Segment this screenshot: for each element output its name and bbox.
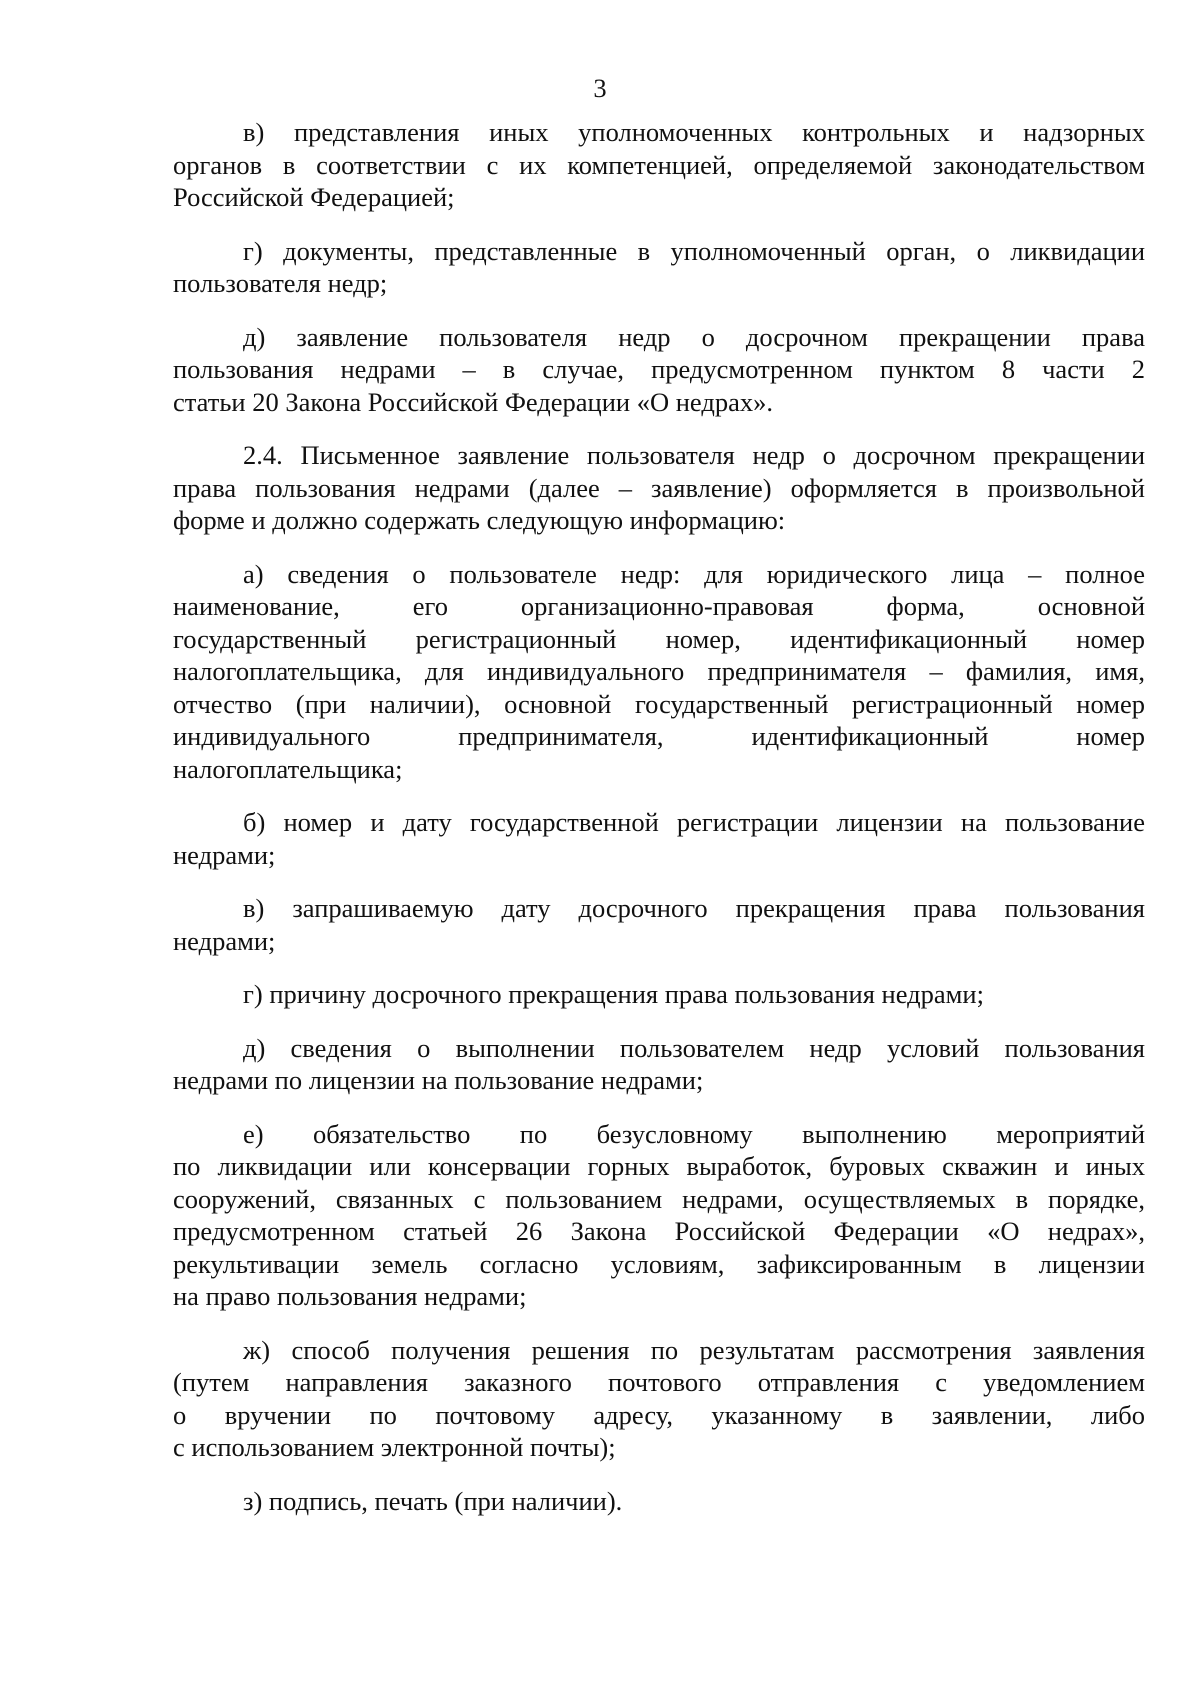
text-line: в) запрашиваемую дату досрочного прекращения права пользования bbox=[243, 893, 1145, 923]
paragraph-z-signature bbox=[173, 1485, 1145, 1518]
text-line: б) номер и дату государственной регистрации лицензии на пользование bbox=[243, 807, 1145, 837]
text-line: государственный регистрационный номер, идентификационный номер bbox=[173, 623, 1145, 654]
paragraph-b-license bbox=[173, 806, 1145, 871]
text-line: налогоплательщика, для индивидуального предпринимателя – фамилия, имя, bbox=[173, 656, 1145, 686]
text-line: рекультивации земель согласно условиям, зафиксированным в лицензии bbox=[173, 1248, 1145, 1279]
text-line: д) сведения о выполнении пользователем недр условий пользования bbox=[243, 1032, 1145, 1063]
text-line: Российской Федерацией; bbox=[173, 182, 455, 212]
text-line: налогоплательщика; bbox=[173, 753, 403, 784]
text-line: предусмотренном статьей 26 Закона Российской Федерации «О недрах», bbox=[173, 1216, 1145, 1246]
text-line: на право пользования недрами; bbox=[173, 1281, 527, 1311]
text-line: права пользования недрами (далее – заявление) оформляется в произвольной bbox=[173, 472, 1145, 503]
text-line: з) подпись, печать (при наличии). bbox=[243, 1485, 623, 1516]
text-line: наименование, его организационно-правовая форма, основной bbox=[173, 591, 1145, 621]
text-line: е) обязательство по безусловному выполнению мероприятий bbox=[243, 1118, 1145, 1149]
text-line: статьи 20 Закона Российской Федерации «О недрах». bbox=[173, 386, 773, 417]
text-line: а) сведения о пользователе недр: для юридического лица – полное bbox=[243, 558, 1145, 589]
page-number: 3 bbox=[593, 73, 607, 103]
paragraph-g-reason bbox=[173, 978, 1145, 1011]
paragraph-v-control bbox=[173, 116, 1145, 214]
text-line: сооружений, связанных с пользованием недрами, осуществляемых в порядке, bbox=[173, 1183, 1145, 1214]
text-line: пользователя недр; bbox=[173, 268, 388, 298]
text-line: пользования недрами – в случае, предусмотренном пунктом 8 части 2 bbox=[173, 354, 1145, 384]
text-line: отчество (при наличии), основной государственный регистрационный номер bbox=[173, 688, 1145, 719]
text-line: недрами; bbox=[173, 839, 276, 870]
paragraph-clause-2-4 bbox=[173, 439, 1145, 537]
text-line: д) заявление пользователя недр о досрочном прекращении права bbox=[243, 321, 1145, 352]
text-line: в) представления иных уполномоченных контрольных и надзорных bbox=[243, 117, 1145, 147]
text-line: г) причину досрочного прекращения права пользования недрами; bbox=[243, 979, 984, 1009]
text-line: 2.4. Письменное заявление пользователя недр о досрочном прекращении bbox=[243, 440, 1145, 470]
text-line: ж) способ получения решения по результатам рассмотрения заявления bbox=[243, 1334, 1145, 1365]
paragraph-d-conditions bbox=[173, 1032, 1145, 1097]
text-line: по ликвидации или консервации горных выработок, буровых скважин и иных bbox=[173, 1151, 1145, 1181]
document-body bbox=[173, 116, 1145, 1538]
text-line: недрами; bbox=[173, 925, 276, 956]
text-line: форме и должно содержать следующую информацию: bbox=[173, 505, 786, 535]
paragraph-zh-method bbox=[173, 1334, 1145, 1464]
paragraph-v-date bbox=[173, 892, 1145, 957]
text-line: о вручении по почтовому адресу, указанному в заявлении, либо bbox=[173, 1399, 1145, 1430]
paragraph-g-liquidation bbox=[173, 235, 1145, 300]
text-line: с использованием электронной почты); bbox=[173, 1432, 616, 1462]
paragraph-a-user-info bbox=[173, 558, 1145, 786]
text-line: органов в соответствии с их компетенцией, определяемой законодательством bbox=[173, 149, 1145, 180]
text-line: недрами по лицензии на пользование недрами; bbox=[173, 1065, 704, 1095]
paragraph-d-statement bbox=[173, 321, 1145, 419]
text-line: (путем направления заказного почтового отправления с уведомлением bbox=[173, 1367, 1145, 1397]
text-line: индивидуального предпринимателя, идентификационный номер bbox=[173, 721, 1145, 751]
text-line: г) документы, представленные в уполномоченный орган, о ликвидации bbox=[243, 235, 1145, 266]
paragraph-e-obligation bbox=[173, 1118, 1145, 1313]
